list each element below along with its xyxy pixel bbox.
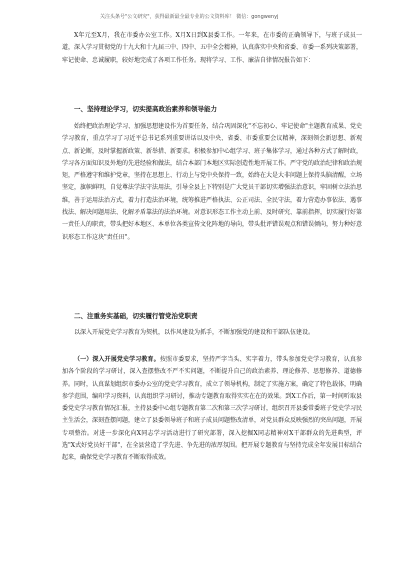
section-1-heading: 一、坚持理论学习，切实提高政治素养和领导能力 bbox=[74, 105, 217, 113]
subsection-lead: （一）深入开展党史学习教育。 bbox=[74, 356, 160, 363]
section-2-paragraph: 以深入开展党史学习教育为契机，以作风建设为抓手，不断加强党的建设和干部队伍建设。 bbox=[74, 329, 315, 336]
section-1-paragraph: 始终把政治理论学习、加强思想建设作为首要任务，结合巩固深化"不忘初心、牢记使命"主题教育成果、党史学习教育，重点学习了习近平总书记系列重要讲话以及中央、省委、市委重要会议精神，深刻领会新思想、新观点、新论断，及时掌握新政策、新举措、新要求。积极参加中心组学习、班子集体学习，通过各种方式了解时政，学习各方面知识及外地的先进经验和做法，结合本部门本地区实际创造性地开展工作。严守党的政治纪律和政治规矩，严格遵守和维护党章，坚持在思想上、行动上与党中央保持一致，始终在大是大非问题上保持头脑清醒，立场坚定，旗帜鲜明，自觉尊法学法守法用法，引导全县上下特别是广大党员干部切实增强法治意识，牢固树立法治思维，善于运用法治方式，着力打造法治环境，统筹推进严格执法、公正司法、全民守法，着力营造办事依法、遇事找法、解决问题用法、化解矛盾靠法的法治环境。对意识形态工作主动上前、及时研究、靠前指挥，切实履行好第一责任人的职责，带头把好本地区、本单位各类宣传文化阵地的导向，带头批评错误观点和错误倾向，努力种好意识形态工作这块"责任田"。 bbox=[62, 123, 363, 241]
subsection-body: 按照市委要求，坚持严字当头、实字着力，带头参加党史学习教育，认真参加各个阶段的学习研讨，深入查摆整改不严不实问题，不断提升自己的政治素养、理论修养、思想修养、道德修养。同时，认真谋划组织市委办公室的党史学习教育，成立了领导机构，制定了实施方案，确定了特色载体，明确参学范围，编印学习资料，认真组织学习研讨，推动专题教育取得实实在在的效果。到X工作后，第一时间听取县委党史学习教育情况汇报，主持县委中心组专题教育第二次和第三次学习研讨，组织召开县委常委班子党史学习民主生活会，深刻查摆问题，建立了县委领导班子和班子成员问题整改清单，对党员群众反映强烈的突出问题，开展专项整治。对进一步深化向X同志学习活动进行了研究部署，深入挖掘X同志精神对X干部群众的先进典型，评选"X式好党员好干部"，在全县营造了学先进、争先进的浓厚氛围。把开展专题教育与坚持完成全年发展目标结合起来，确保党史学习教育不断取得成效。 bbox=[62, 356, 363, 462]
intro-paragraph: X年元至X月，我在市委办公室工作。X月X日到X县委工作。一年来，在市委的正确领导下，与班子成员一道，深入学习贯彻党的十九大和十九届三中、四中、五中全会精神，认真落实中央和省委、市委一系列决策部署，牢记使命、忠诚履职，较好地完成了各项工作任务。现将学习、工作、廉洁自律情况报告如下： bbox=[62, 32, 363, 64]
subsection-paragraph bbox=[62, 354, 362, 465]
header-note: 关注头条号"公文研究"，获得最新最全最专业的公文资料库！ 微信：gongwenyj bbox=[100, 14, 279, 20]
section-2-heading: 二、注重务实基础，切实履行管党治党职责 bbox=[74, 312, 198, 320]
